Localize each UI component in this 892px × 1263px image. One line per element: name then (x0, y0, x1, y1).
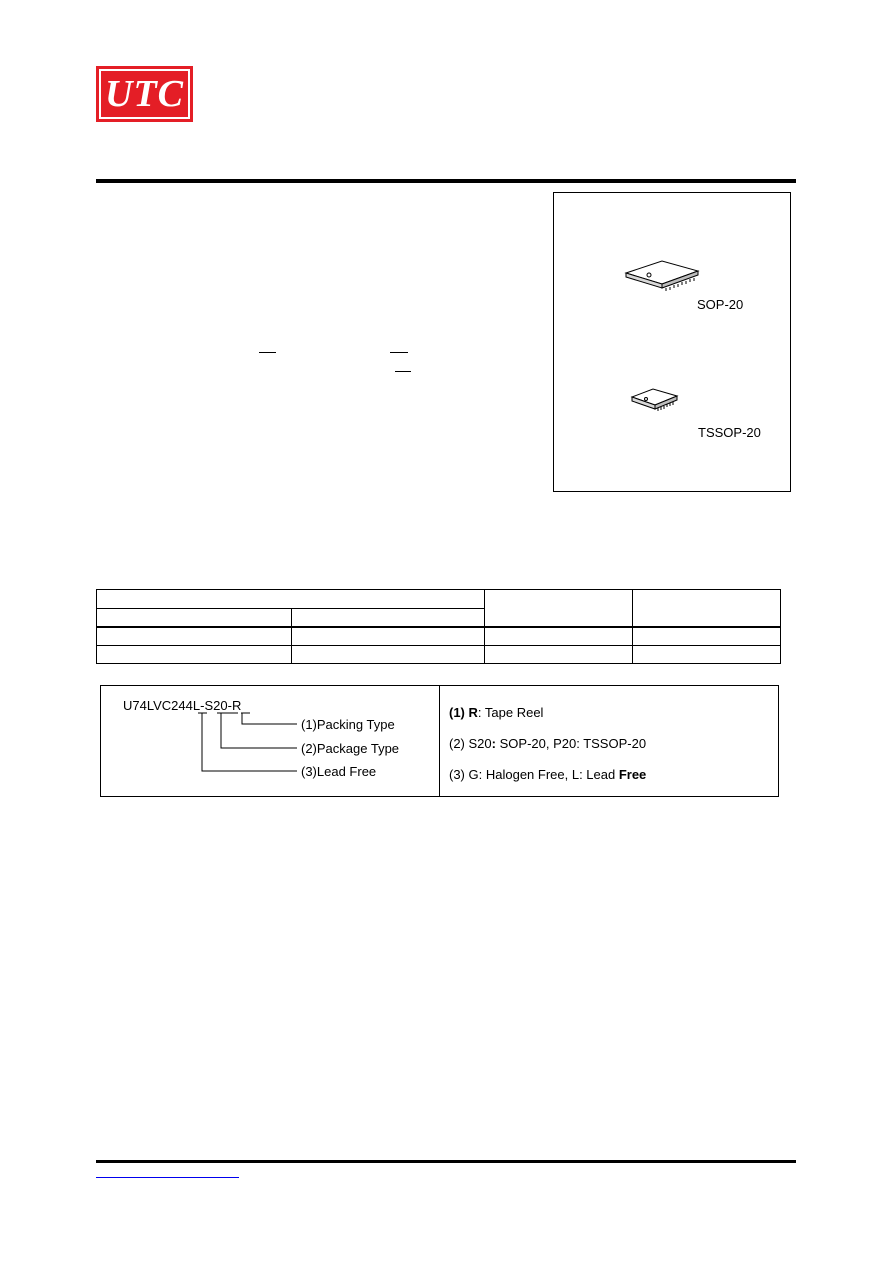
package-label-sop20: SOP-20 (697, 297, 744, 312)
description-packing (449, 705, 543, 720)
description-code: S20 (468, 736, 492, 751)
description-text: Tape Reel (481, 705, 544, 720)
description-number: (1) (449, 705, 465, 720)
overline-mark (395, 371, 411, 372)
description-number: (2) (449, 736, 465, 751)
description-text: G: Halogen Free, L: Lead (468, 767, 619, 782)
overline-mark (259, 352, 276, 353)
table-rule (484, 590, 485, 663)
callout-package-type: (2)Package Type (301, 741, 400, 756)
part-number-prefix: U74LVC244 (123, 698, 193, 713)
part-number-package: S20 (204, 698, 228, 713)
description-separator: : (477, 705, 482, 720)
table-rule (632, 590, 633, 663)
table-rule (291, 608, 292, 663)
part-number-dash: - (200, 698, 205, 713)
description-bold-tail: Free (618, 767, 647, 782)
utc-logo-text: UTC (105, 73, 184, 115)
footer-rule (96, 1160, 796, 1163)
ordering-table (96, 589, 781, 664)
description-code: R (468, 705, 478, 720)
package-box (553, 192, 791, 492)
package-label-tssop20: TSSOP-20 (698, 425, 761, 440)
callout-lead-free: (3)Lead Free (301, 764, 377, 779)
part-number-box (100, 685, 779, 797)
footer-website-link[interactable] (96, 1177, 239, 1178)
description-package (449, 736, 646, 751)
header-rule (96, 179, 796, 183)
table-rule (97, 645, 780, 646)
part-number-lead: L (192, 698, 201, 713)
callout-packing-type: (1)Packing Type (301, 717, 395, 732)
part-number-dash: - (227, 698, 232, 713)
description-text: SOP-20, P20: TSSOP-20 (496, 736, 647, 751)
utc-logo-fill (99, 69, 190, 119)
description-separator: : (491, 736, 496, 751)
box-divider (439, 686, 440, 796)
utc-logo (96, 66, 193, 122)
table-rule (97, 626, 780, 628)
overline-mark (390, 352, 408, 353)
sop20-package-icon (622, 257, 702, 293)
part-number-packing: R (231, 698, 242, 713)
description-number: (3) (449, 767, 465, 782)
description-lead (449, 767, 646, 782)
tssop20-package-icon (629, 385, 681, 415)
